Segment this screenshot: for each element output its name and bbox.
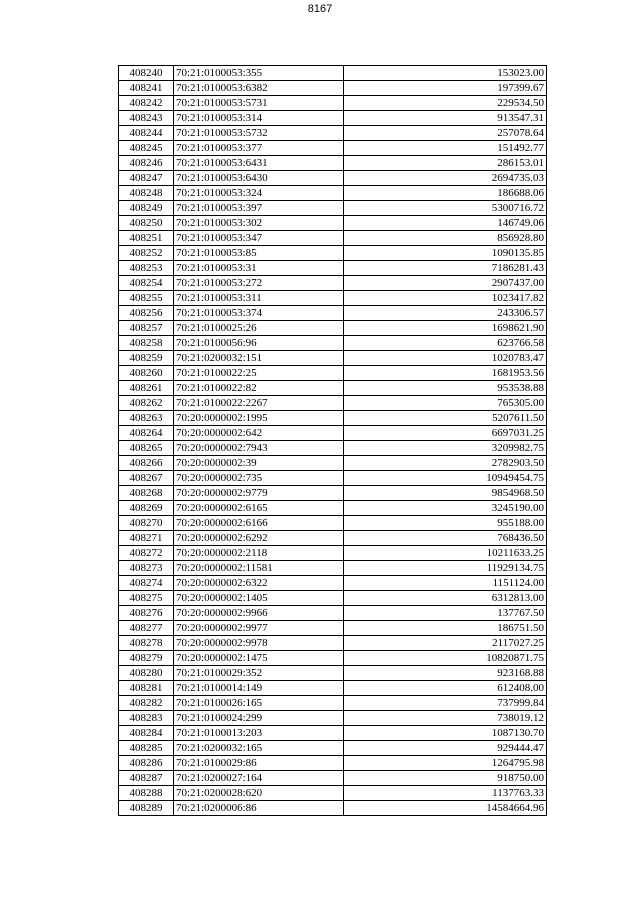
cadastral-value-cell: 186688.06: [344, 186, 547, 201]
table-row: [119, 81, 547, 96]
row-number-cell: 408282: [119, 696, 174, 711]
cadastral-number-cell: 70:20:0000002:7943: [174, 441, 344, 456]
table-row: [119, 426, 547, 441]
table-row: [119, 696, 547, 711]
cadastral-number-cell: 70:20:0000002:6322: [174, 576, 344, 591]
cadastral-number-cell: 70:21:0100029:352: [174, 666, 344, 681]
row-number-cell: 408263: [119, 411, 174, 426]
table-row: [119, 351, 547, 366]
cadastral-number-cell: 70:21:0100053:355: [174, 66, 344, 81]
table-row: [119, 471, 547, 486]
row-number-cell: 408268: [119, 486, 174, 501]
row-number-cell: 408275: [119, 591, 174, 606]
table-row: [119, 111, 547, 126]
row-number-cell: 408264: [119, 426, 174, 441]
cadastral-value-cell: 737999.84: [344, 696, 547, 711]
row-number-cell: 408252: [119, 246, 174, 261]
table-row: [119, 456, 547, 471]
table-row: [119, 366, 547, 381]
table-row: [119, 546, 547, 561]
table-row: [119, 186, 547, 201]
cadastral-number-cell: 70:20:0000002:6292: [174, 531, 344, 546]
cadastral-value-cell: 11929134.75: [344, 561, 547, 576]
table-row: [119, 741, 547, 756]
table-row: [119, 216, 547, 231]
cadastral-value-cell: 1681953.56: [344, 366, 547, 381]
row-number-cell: 408256: [119, 306, 174, 321]
cadastral-number-cell: 70:20:0000002:9779: [174, 486, 344, 501]
table-row: [119, 66, 547, 81]
table-row: [119, 621, 547, 636]
row-number-cell: 408267: [119, 471, 174, 486]
cadastral-number-cell: 70:21:0200032:165: [174, 741, 344, 756]
cadastral-number-cell: 70:20:0000002:9978: [174, 636, 344, 651]
table-row: [119, 231, 547, 246]
cadastral-value-cell: 923168.88: [344, 666, 547, 681]
cadastral-value-cell: 3209982.75: [344, 441, 547, 456]
cadastral-number-cell: 70:21:0200006:86: [174, 801, 344, 816]
row-number-cell: 408281: [119, 681, 174, 696]
row-number-cell: 408276: [119, 606, 174, 621]
cadastral-value-cell: 6312813.00: [344, 591, 547, 606]
row-number-cell: 408248: [119, 186, 174, 201]
cadastral-number-cell: 70:21:0100053:6431: [174, 156, 344, 171]
cadastral-number-cell: 70:21:0100056:96: [174, 336, 344, 351]
cadastral-number-cell: 70:20:0000002:642: [174, 426, 344, 441]
cadastral-number-cell: 70:21:0100053:5732: [174, 126, 344, 141]
row-number-cell: 408262: [119, 396, 174, 411]
row-number-cell: 408283: [119, 711, 174, 726]
row-number-cell: 408274: [119, 576, 174, 591]
table-row: [119, 291, 547, 306]
table-row: [119, 606, 547, 621]
row-number-cell: 408285: [119, 741, 174, 756]
row-number-cell: 408240: [119, 66, 174, 81]
cadastral-value-cell: 913547.31: [344, 111, 547, 126]
cadastral-value-cell: 929444.47: [344, 741, 547, 756]
table-row: [119, 171, 547, 186]
table-row: [119, 801, 547, 816]
cadastral-number-cell: 70:20:0000002:6165: [174, 501, 344, 516]
cadastral-value-cell: 1151124.00: [344, 576, 547, 591]
cadastral-value-cell: 2907437.00: [344, 276, 547, 291]
cadastral-value-cell: 10820871.75: [344, 651, 547, 666]
cadastral-number-cell: 70:21:0200028:620: [174, 786, 344, 801]
table-row: [119, 771, 547, 786]
cadastral-value-cell: 197399.67: [344, 81, 547, 96]
table-row: [119, 141, 547, 156]
cadastral-value-cell: 243306.57: [344, 306, 547, 321]
cadastral-number-cell: 70:21:0100053:272: [174, 276, 344, 291]
table-row: [119, 516, 547, 531]
table-row: [119, 711, 547, 726]
row-number-cell: 408288: [119, 786, 174, 801]
table-row: [119, 246, 547, 261]
row-number-cell: 408251: [119, 231, 174, 246]
row-number-cell: 408242: [119, 96, 174, 111]
cadastral-value-cell: 612408.00: [344, 681, 547, 696]
cadastral-number-cell: 70:20:0000002:2118: [174, 546, 344, 561]
cadastral-number-cell: 70:21:0100024:299: [174, 711, 344, 726]
cadastral-value-cell: 953538.88: [344, 381, 547, 396]
table-row: [119, 666, 547, 681]
cadastral-value-cell: 1264795.98: [344, 756, 547, 771]
row-number-cell: 408280: [119, 666, 174, 681]
cadastral-number-cell: 70:20:0000002:1995: [174, 411, 344, 426]
table-row: [119, 381, 547, 396]
table-row: [119, 786, 547, 801]
cadastral-value-cell: 229534.50: [344, 96, 547, 111]
table-row: [119, 96, 547, 111]
table-row: [119, 681, 547, 696]
cadastral-number-cell: 70:21:0100026:165: [174, 696, 344, 711]
cadastral-value-cell: 1698621.90: [344, 321, 547, 336]
row-number-cell: 408243: [119, 111, 174, 126]
cadastral-number-cell: 70:21:0200032:151: [174, 351, 344, 366]
cadastral-number-cell: 70:21:0100025:26: [174, 321, 344, 336]
cadastral-value-cell: 1020783.47: [344, 351, 547, 366]
table-row: [119, 576, 547, 591]
cadastral-value-table: [118, 65, 547, 816]
table-row: [119, 276, 547, 291]
page-number: 8167: [307, 3, 333, 15]
cadastral-value-cell: 146749.06: [344, 216, 547, 231]
cadastral-number-cell: 70:21:0100053:374: [174, 306, 344, 321]
cadastral-number-cell: 70:21:0200027:164: [174, 771, 344, 786]
cadastral-number-cell: 70:21:0100029:86: [174, 756, 344, 771]
cadastral-number-cell: 70:21:0100022:2267: [174, 396, 344, 411]
cadastral-number-cell: 70:21:0100022:25: [174, 366, 344, 381]
table-row: [119, 561, 547, 576]
cadastral-number-cell: 70:21:0100022:82: [174, 381, 344, 396]
table-row: [119, 651, 547, 666]
cadastral-value-cell: 137767.50: [344, 606, 547, 621]
row-number-cell: 408284: [119, 726, 174, 741]
cadastral-number-cell: 70:21:0100053:311: [174, 291, 344, 306]
cadastral-number-cell: 70:20:0000002:6166: [174, 516, 344, 531]
cadastral-value-cell: 1137763.33: [344, 786, 547, 801]
table-row: [119, 261, 547, 276]
table-row: [119, 201, 547, 216]
row-number-cell: 408273: [119, 561, 174, 576]
cadastral-number-cell: 70:21:0100053:6382: [174, 81, 344, 96]
table-row: [119, 336, 547, 351]
row-number-cell: 408287: [119, 771, 174, 786]
cadastral-number-cell: 70:21:0100053:397: [174, 201, 344, 216]
cadastral-value-cell: 1090135.85: [344, 246, 547, 261]
row-number-cell: 408277: [119, 621, 174, 636]
table-row: [119, 636, 547, 651]
table-row: [119, 486, 547, 501]
cadastral-value-cell: 14584664.96: [344, 801, 547, 816]
cadastral-value-cell: 10211633.25: [344, 546, 547, 561]
cadastral-number-cell: 70:21:0100053:347: [174, 231, 344, 246]
row-number-cell: 408266: [119, 456, 174, 471]
row-number-cell: 408249: [119, 201, 174, 216]
row-number-cell: 408258: [119, 336, 174, 351]
cadastral-value-cell: 2694735.03: [344, 171, 547, 186]
row-number-cell: 408255: [119, 291, 174, 306]
cadastral-value-cell: 186751.50: [344, 621, 547, 636]
cadastral-value-cell: 955188.00: [344, 516, 547, 531]
cadastral-value-cell: 856928.80: [344, 231, 547, 246]
row-number-cell: 408259: [119, 351, 174, 366]
cadastral-value-cell: 5207611.50: [344, 411, 547, 426]
row-number-cell: 408260: [119, 366, 174, 381]
row-number-cell: 408269: [119, 501, 174, 516]
row-number-cell: 408271: [119, 531, 174, 546]
table-row: [119, 756, 547, 771]
cadastral-value-cell: 5300716.72: [344, 201, 547, 216]
cadastral-value-cell: 1087130.70: [344, 726, 547, 741]
table-row: [119, 306, 547, 321]
cadastral-number-cell: 70:21:0100013:203: [174, 726, 344, 741]
table-row: [119, 591, 547, 606]
table-row: [119, 501, 547, 516]
cadastral-value-cell: 6697031.25: [344, 426, 547, 441]
cadastral-number-cell: 70:20:0000002:1405: [174, 591, 344, 606]
cadastral-value-cell: 2782903.50: [344, 456, 547, 471]
cadastral-number-cell: 70:21:0100053:314: [174, 111, 344, 126]
row-number-cell: 408265: [119, 441, 174, 456]
cadastral-value-cell: 738019.12: [344, 711, 547, 726]
row-number-cell: 408247: [119, 171, 174, 186]
cadastral-number-cell: 70:20:0000002:9966: [174, 606, 344, 621]
row-number-cell: 408254: [119, 276, 174, 291]
cadastral-value-cell: 765305.00: [344, 396, 547, 411]
cadastral-value-cell: 918750.00: [344, 771, 547, 786]
cadastral-value-cell: 2117027.25: [344, 636, 547, 651]
row-number-cell: 408257: [119, 321, 174, 336]
cadastral-value-cell: 10949454.75: [344, 471, 547, 486]
row-number-cell: 408250: [119, 216, 174, 231]
row-number-cell: 408289: [119, 801, 174, 816]
row-number-cell: 408244: [119, 126, 174, 141]
table-row: [119, 321, 547, 336]
cadastral-number-cell: 70:21:0100053:6430: [174, 171, 344, 186]
cadastral-value-cell: 623766.58: [344, 336, 547, 351]
cadastral-number-cell: 70:20:0000002:1475: [174, 651, 344, 666]
cadastral-number-cell: 70:21:0100053:5731: [174, 96, 344, 111]
cadastral-value-cell: 7186281.43: [344, 261, 547, 276]
table-row: [119, 126, 547, 141]
table-row: [119, 396, 547, 411]
table-row: [119, 441, 547, 456]
row-number-cell: 408286: [119, 756, 174, 771]
row-number-cell: 408272: [119, 546, 174, 561]
row-number-cell: 408246: [119, 156, 174, 171]
cadastral-number-cell: 70:20:0000002:735: [174, 471, 344, 486]
cadastral-value-cell: 768436.50: [344, 531, 547, 546]
row-number-cell: 408245: [119, 141, 174, 156]
table-row: [119, 156, 547, 171]
cadastral-value-cell: 3245190.00: [344, 501, 547, 516]
row-number-cell: 408253: [119, 261, 174, 276]
cadastral-number-cell: 70:21:0100053:31: [174, 261, 344, 276]
cadastral-value-cell: 286153.01: [344, 156, 547, 171]
cadastral-number-cell: 70:21:0100053:85: [174, 246, 344, 261]
row-number-cell: 408270: [119, 516, 174, 531]
cadastral-number-cell: 70:20:0000002:9977: [174, 621, 344, 636]
table-row: [119, 411, 547, 426]
table-row: [119, 531, 547, 546]
cadastral-value-cell: 9854968.50: [344, 486, 547, 501]
table-body: [119, 66, 547, 816]
cadastral-number-cell: 70:21:0100053:324: [174, 186, 344, 201]
cadastral-value-cell: 1023417.82: [344, 291, 547, 306]
cadastral-number-cell: 70:21:0100053:302: [174, 216, 344, 231]
cadastral-number-cell: 70:20:0000002:11581: [174, 561, 344, 576]
cadastral-number-cell: 70:21:0100014:149: [174, 681, 344, 696]
table-row: [119, 726, 547, 741]
row-number-cell: 408278: [119, 636, 174, 651]
cadastral-value-cell: 151492.77: [344, 141, 547, 156]
cadastral-value-cell: 153023.00: [344, 66, 547, 81]
row-number-cell: 408241: [119, 81, 174, 96]
row-number-cell: 408261: [119, 381, 174, 396]
cadastral-number-cell: 70:21:0100053:377: [174, 141, 344, 156]
cadastral-number-cell: 70:20:0000002:39: [174, 456, 344, 471]
cadastral-value-cell: 257078.64: [344, 126, 547, 141]
row-number-cell: 408279: [119, 651, 174, 666]
